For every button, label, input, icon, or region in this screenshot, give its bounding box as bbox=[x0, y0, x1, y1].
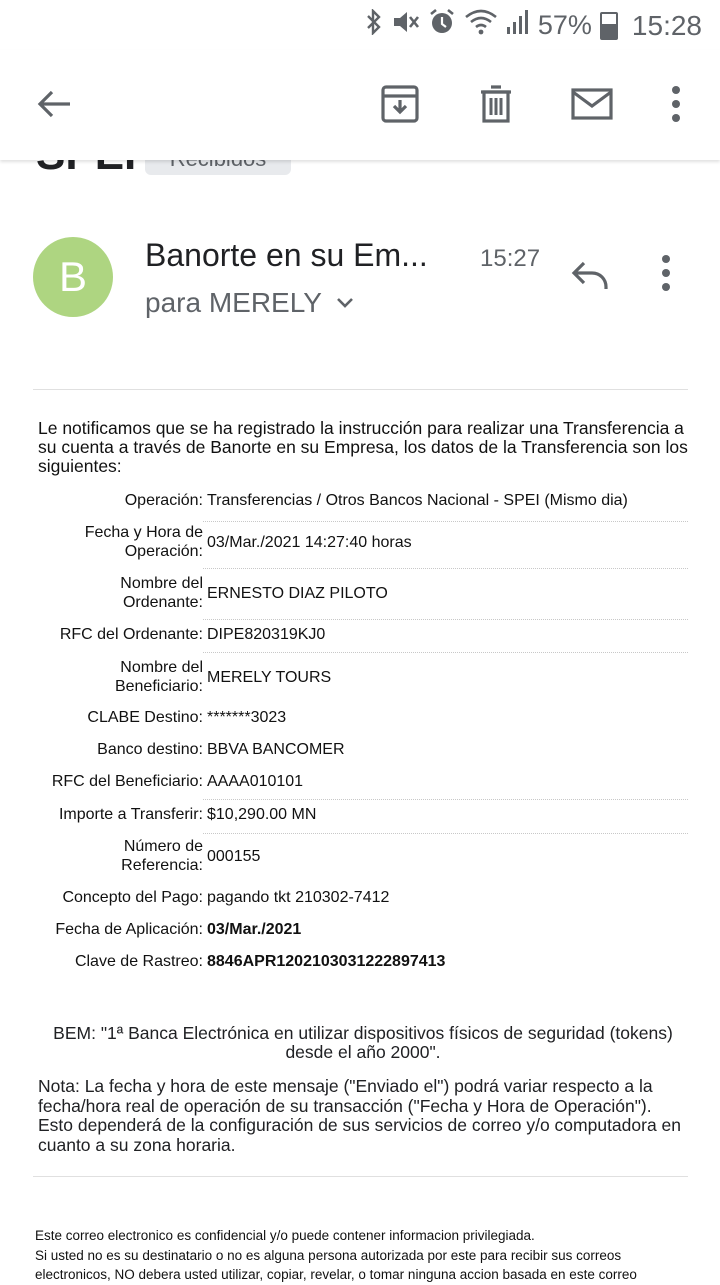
status-bar bbox=[0, 0, 720, 50]
field-label-cont: Referencia: bbox=[121, 857, 203, 874]
field-label: Operación: bbox=[124, 492, 203, 509]
battery-icon bbox=[600, 12, 618, 40]
field-value: 03/Mar./2021 14:27:40 horas bbox=[207, 534, 412, 551]
field-value: BBVA BANCOMER bbox=[207, 741, 345, 758]
field-label: Fecha y Hora de bbox=[84, 524, 203, 541]
field-label: RFC del Beneficiario: bbox=[51, 773, 203, 790]
recipient-toggle[interactable] bbox=[145, 287, 354, 319]
mail-unread-icon[interactable] bbox=[568, 80, 616, 128]
field-value: MERELY TOURS bbox=[207, 669, 332, 686]
wifi-icon bbox=[464, 9, 498, 42]
field-label: Concepto del Pago: bbox=[62, 889, 203, 906]
reply-icon[interactable] bbox=[570, 259, 618, 299]
mute-icon bbox=[392, 9, 420, 42]
sender-avatar[interactable]: B bbox=[33, 237, 113, 317]
footer-line-1: Este correo electronico es confidencial y/o puede contener informacion privilegiada. bbox=[35, 1228, 535, 1243]
field-value: Transferencias / Otros Bancos Nacional - SPEI (Mismo dia) bbox=[207, 492, 628, 509]
alarm-icon bbox=[428, 8, 456, 43]
trash-icon[interactable] bbox=[472, 80, 520, 128]
chevron-down-icon bbox=[336, 297, 354, 309]
field-value: DIPE820319KJ0 bbox=[207, 626, 326, 643]
field-value: $10,290.00 MN bbox=[207, 806, 317, 823]
message-header bbox=[0, 225, 720, 375]
field-label: CLABE Destino: bbox=[87, 709, 203, 726]
field-label: Banco destino: bbox=[97, 741, 203, 758]
field-value: 03/Mar./2021 bbox=[207, 921, 302, 938]
field-value: AAAA010101 bbox=[207, 773, 304, 790]
field-value: 8846APR1202103031222897413 bbox=[207, 953, 446, 970]
footer-line-2: Si usted no es su destinatario o no es alguna persona autorizada por este para recibir sus correos electronicos, NO debera usted utilizar, copiar, revelar, o tomar ninguna accion basada en este correo bbox=[35, 1247, 637, 1282]
field-label: Clave de Rastreo: bbox=[74, 953, 203, 970]
field-value: *******3023 bbox=[207, 709, 287, 726]
message-more-icon[interactable] bbox=[660, 255, 694, 303]
timezone-note: Nota: La fecha y hora de este mensaje ("Enviado el") podrá variar respecto a la fecha/hora real de operación de su transacción ("Fecha y Hora de Operación"). Esto dependerá de la configuración de sus servicios de correo y/o computadora en cuanto a su zona horaria. bbox=[38, 1076, 682, 1155]
field-label: Importe a Transferir: bbox=[58, 806, 203, 823]
field-label-cont: Ordenante: bbox=[122, 594, 203, 611]
recipient-label: para MERELY bbox=[145, 287, 322, 318]
field-label-cont: Beneficiario: bbox=[114, 678, 203, 695]
field-label: Nombre del bbox=[120, 659, 203, 676]
field-value: ERNESTO DIAZ PILOTO bbox=[207, 585, 388, 602]
archive-icon[interactable] bbox=[376, 80, 424, 128]
more-vert-icon[interactable] bbox=[652, 80, 700, 128]
field-label: Nombre del bbox=[120, 575, 203, 592]
message-body bbox=[38, 419, 688, 476]
field-value: pagando tkt 210302-7412 bbox=[207, 889, 390, 906]
clock: 15:28 bbox=[631, 9, 702, 41]
intro-text: Le notificamos que se ha registrado la instrucción para realizar una Transferencia a su cuenta a través de Banorte en su Empresa, los datos de la Transferencia son los siguientes: bbox=[38, 418, 688, 476]
field-value: 000155 bbox=[207, 848, 261, 865]
footer-divider bbox=[33, 1176, 688, 1177]
signal-icon bbox=[506, 9, 530, 42]
field-label-cont: Operación: bbox=[124, 543, 203, 560]
confidentiality-footer bbox=[35, 1226, 695, 1285]
field-label: Número de bbox=[123, 838, 203, 855]
field-label: Fecha de Aplicación: bbox=[55, 921, 203, 938]
sender-name: Banorte en su Em... bbox=[145, 237, 428, 273]
message-time: 15:27 bbox=[480, 245, 541, 272]
header-divider bbox=[33, 389, 688, 390]
bem-note: BEM: "1ª Banca Electrónica en utilizar dispositivos físicos de seguridad (tokens) desde el año 2000". bbox=[53, 1023, 673, 1062]
bluetooth-icon bbox=[364, 9, 384, 42]
back-arrow-icon[interactable] bbox=[30, 80, 78, 128]
field-label: RFC del Ordenante: bbox=[59, 626, 203, 643]
battery-percent: 57% bbox=[537, 10, 592, 40]
app-bar bbox=[0, 50, 720, 160]
